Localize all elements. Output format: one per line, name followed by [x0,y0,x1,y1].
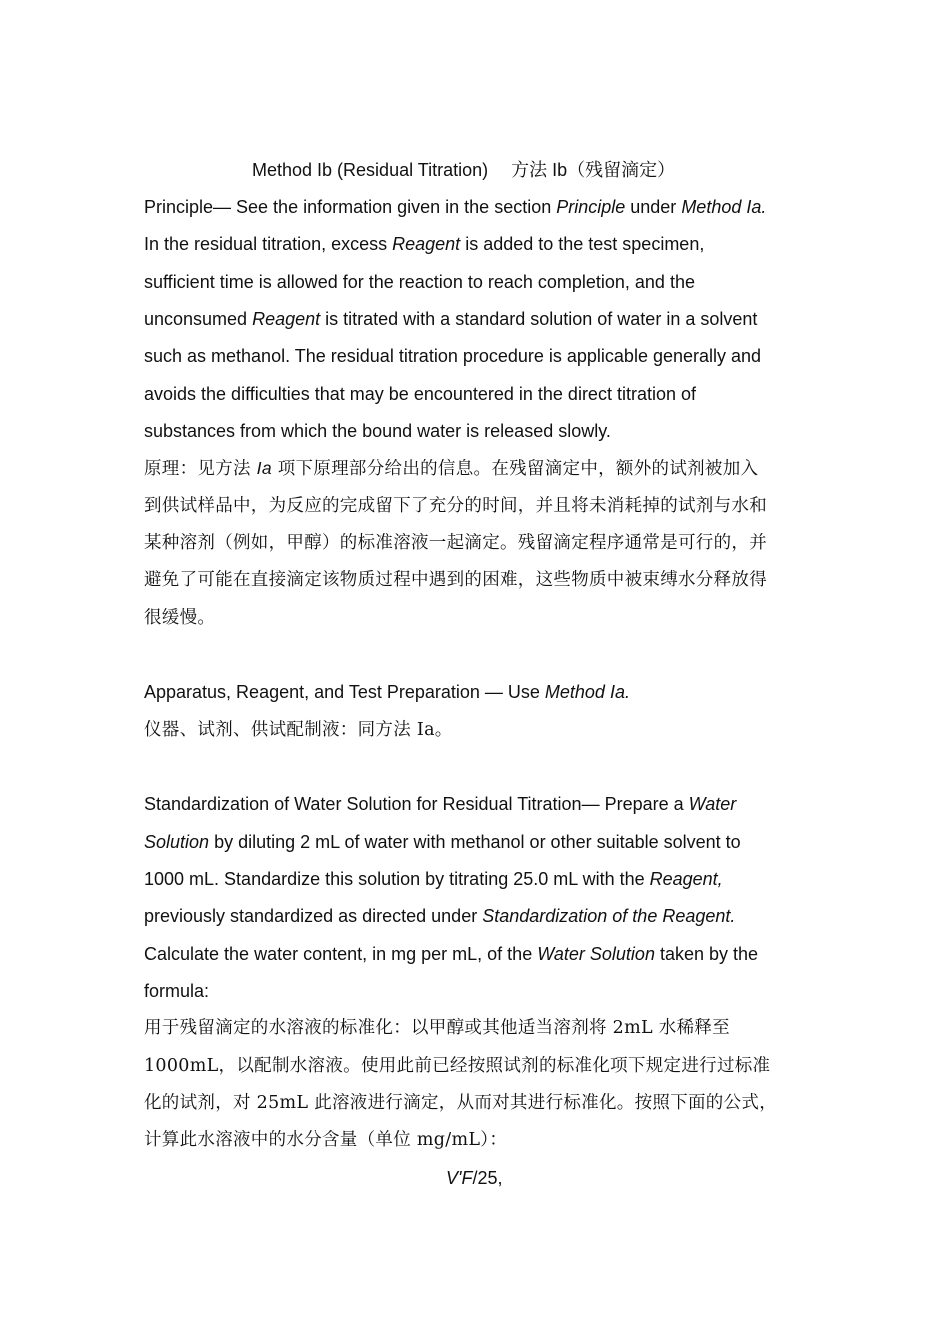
principle-en-line-6: avoids the difficulties that may be encountered in the direct titration of [144,384,696,404]
standardization-zh-line-3: 化的试剂，对 25mL 此溶液进行滴定，从而对其进行标准化。按照下面的公式， [144,1093,778,1113]
principle-zh-line-4: 避免了可能在直接滴定该物质过程中遇到的困难，这些物质中被束缚水分释放得 [144,570,767,590]
principle-zh-line-3: 某种溶剂（例如，甲醇）的标准溶液一起滴定。残留滴定程序通常是可行的，并 [144,533,767,553]
standardization-en-line-2: Solution by diluting 2 mL of water with methanol or other suitable solvent to [144,832,741,852]
principle-en-line-4: unconsumed Reagent is titrated with a standard solution of water in a solvent [144,309,758,329]
standardization-en-line-1: Standardization of Water Solution for Residual Titration— Prepare a Water [144,794,737,814]
standardization-zh-line-2: 1000mL，以配制水溶液。使用此前已经按照试剂的标准化项下规定进行过标准 [144,1056,771,1076]
principle-zh-line-5: 很缓慢。 [144,608,216,628]
standardization-zh-line-1: 用于残留滴定的水溶液的标准化：以甲醇或其他适当溶剂将 2mL 水稀释至 [144,1018,730,1038]
principle-zh-line-2: 到供试样品中，为反应的完成留下了充分的时间，并且将未消耗掉的试剂与水和 [144,496,767,516]
principle-zh-line-1: 原理：见方法 Ia 项下原理部分给出的信息。在残留滴定中，额外的试剂被加入 [144,458,759,479]
principle-en-line-7: substances from which the bound water is released slowly. [144,421,611,441]
apparatus-zh: 仪器、试剂、供试配制液：同方法 Ia。 [144,720,453,740]
standardization-en-line-3: 1000 mL. Standardize this solution by titrating 25.0 mL with the Reagent, [144,869,723,889]
water-content-formula: V'F/25, [446,1168,503,1188]
apparatus-en: Apparatus, Reagent, and Test Preparation — Use Method Ia. [144,682,630,702]
principle-en-line-3: sufficient time is allowed for the reaction to reach completion, and the [144,272,695,292]
section-title: Method Ib (Residual Titration) 方法 Ib（残留滴定） [252,160,676,180]
principle-en-line-2: In the residual titration, excess Reagent is added to the test specimen, [144,234,705,254]
principle-en-line-1: Principle— See the information given in the section Principle under Method Ia. [144,197,767,217]
standardization-zh-line-4: 计算此水溶液中的水分含量（单位 mg/mL）： [144,1130,508,1150]
standardization-en-line-4: previously standardized as directed under Standardization of the Reagent. [144,906,736,926]
standardization-en-line-6: formula: [144,981,210,1001]
standardization-en-line-5: Calculate the water content, in mg per mL, of the Water Solution taken by the [144,944,759,964]
principle-en-line-5: such as methanol. The residual titration procedure is applicable generally and [144,346,762,366]
